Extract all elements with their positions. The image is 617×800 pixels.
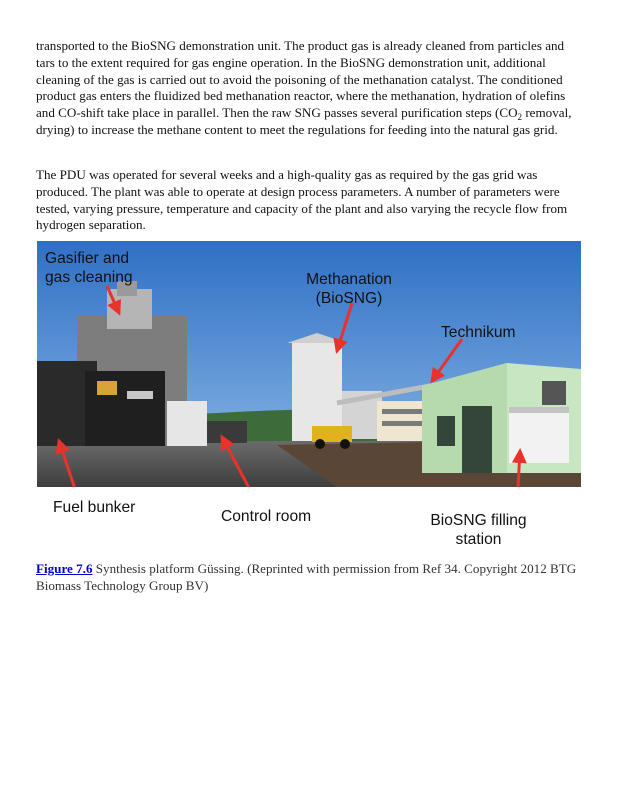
caption-text: Synthesis platform Güssing. (Reprinted with permission from Ref 34. Copyright 2012 BTG Biomass Technology Group BV) [36, 561, 577, 593]
label-filling-station [416, 512, 541, 549]
label-methanation-line1: Methanation [306, 271, 392, 288]
label-technikum: Technikum [441, 324, 516, 341]
figure-link[interactable]: Figure 7.6 [36, 561, 93, 576]
label-fuel-bunker: Fuel bunker [53, 499, 136, 516]
paragraph-1-text-b: removal, drying) to increase the methane content to meet the regulations for feeding into the natural gas grid. [36, 105, 572, 137]
body-paragraph-2: The PDU was operated for several weeks and a high-quality gas as required by the gas grid was produced. The plant was able to operate at design process parameters. A number of parameters were tested, varying pressure, temperature and capacity of the plant and also varying the recycle flow from hydrogen separation. [36, 167, 568, 233]
label-methanation-line2: (BioSNG) [315, 289, 383, 307]
label-filling-line1: BioSNG filling [430, 512, 527, 529]
paragraph-1-text-a: transported to the BioSNG demonstration unit. The product gas is already cleaned from particles and tars to the extent required for gas engine operation. In the BioSNG demonstration unit, additional cleaning of the gas is carried out to avoid the poisoning of the methanation catalyst. The conditioned product gas enters the fluidized bed methanation reactor, where the methanation, hydration of olefins and CO-shift take place in parallel. Then the raw SNG passes several purification steps (CO [36, 38, 566, 121]
co2-subscript: 2 [517, 112, 523, 123]
label-gasifier-line2: gas cleaning [45, 268, 133, 286]
figure-photo [37, 241, 581, 487]
label-gasifier [45, 250, 133, 287]
label-control-room: Control room [221, 508, 312, 525]
body-paragraph-1 [36, 38, 584, 139]
label-methanation [294, 271, 404, 308]
figure-caption [36, 561, 584, 595]
label-filling-line2: station [455, 530, 502, 548]
label-gasifier-line1: Gasifier and [45, 250, 130, 267]
